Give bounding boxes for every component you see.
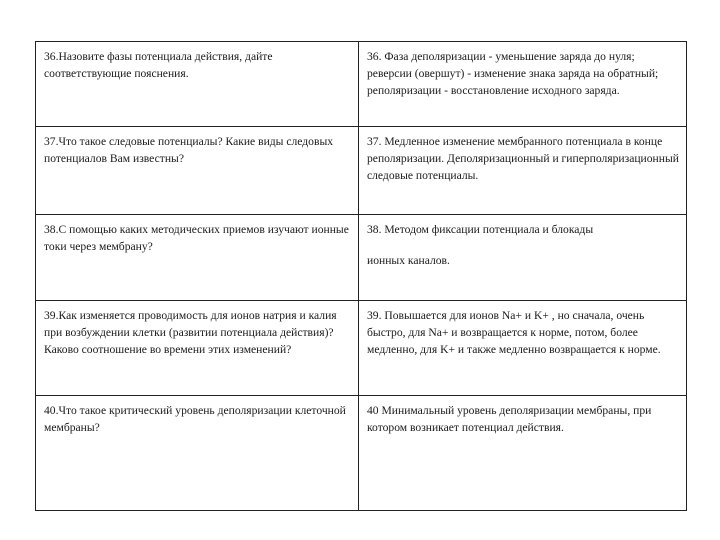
answer-cell: 39. Повышается для ионов Na+ и K+ , но сначала, очень быстро, для Na+ и возвращается к норме, потом, более медленно, для K+ и также медленно возвращается к норме.: [359, 301, 687, 396]
table-row: [36, 396, 687, 511]
qa-table: [35, 41, 687, 511]
question-cell: 40.Что такое критический уровень деполяризации клеточной мембраны?: [36, 396, 359, 511]
table-row: [36, 301, 687, 396]
table-row: [36, 42, 687, 127]
answer-line: ионных каналов.: [367, 254, 450, 267]
question-cell: 38.С помощью каких методических приемов изучают ионные токи через мембрану?: [36, 215, 359, 301]
answer-cell: 37. Медленное изменение мембранного потенциала в конце реполяризации. Деполяризационный и гиперполяризационный следовые потенциалы.: [359, 127, 687, 215]
question-cell: 39.Как изменяется проводимость для ионов натрия и калия при возбуждении клетки (развитии потенциала действия)? Каково соотношение во времени этих изменений?: [36, 301, 359, 396]
answer-cell: [359, 215, 687, 301]
table-row: [36, 127, 687, 215]
answer-line: 38. Методом фиксации потенциала и блокады: [367, 223, 594, 236]
answer-cell: 40 Минимальный уровень деполяризации мембраны, при котором возникает потенциал действия.: [359, 396, 687, 511]
question-cell: 37.Что такое следовые потенциалы? Какие виды следовых потенциалов Вам известны?: [36, 127, 359, 215]
table-row: [36, 215, 687, 301]
question-cell: 36.Назовите фазы потенциала действия, дайте соответствующие пояснения.: [36, 42, 359, 127]
answer-cell: 36. Фаза деполяризации - уменьшение заряда до нуля; реверсии (овершут) - изменение знака заряда на обратный; реполяризации - восстановление исходного заряда.: [359, 42, 687, 127]
